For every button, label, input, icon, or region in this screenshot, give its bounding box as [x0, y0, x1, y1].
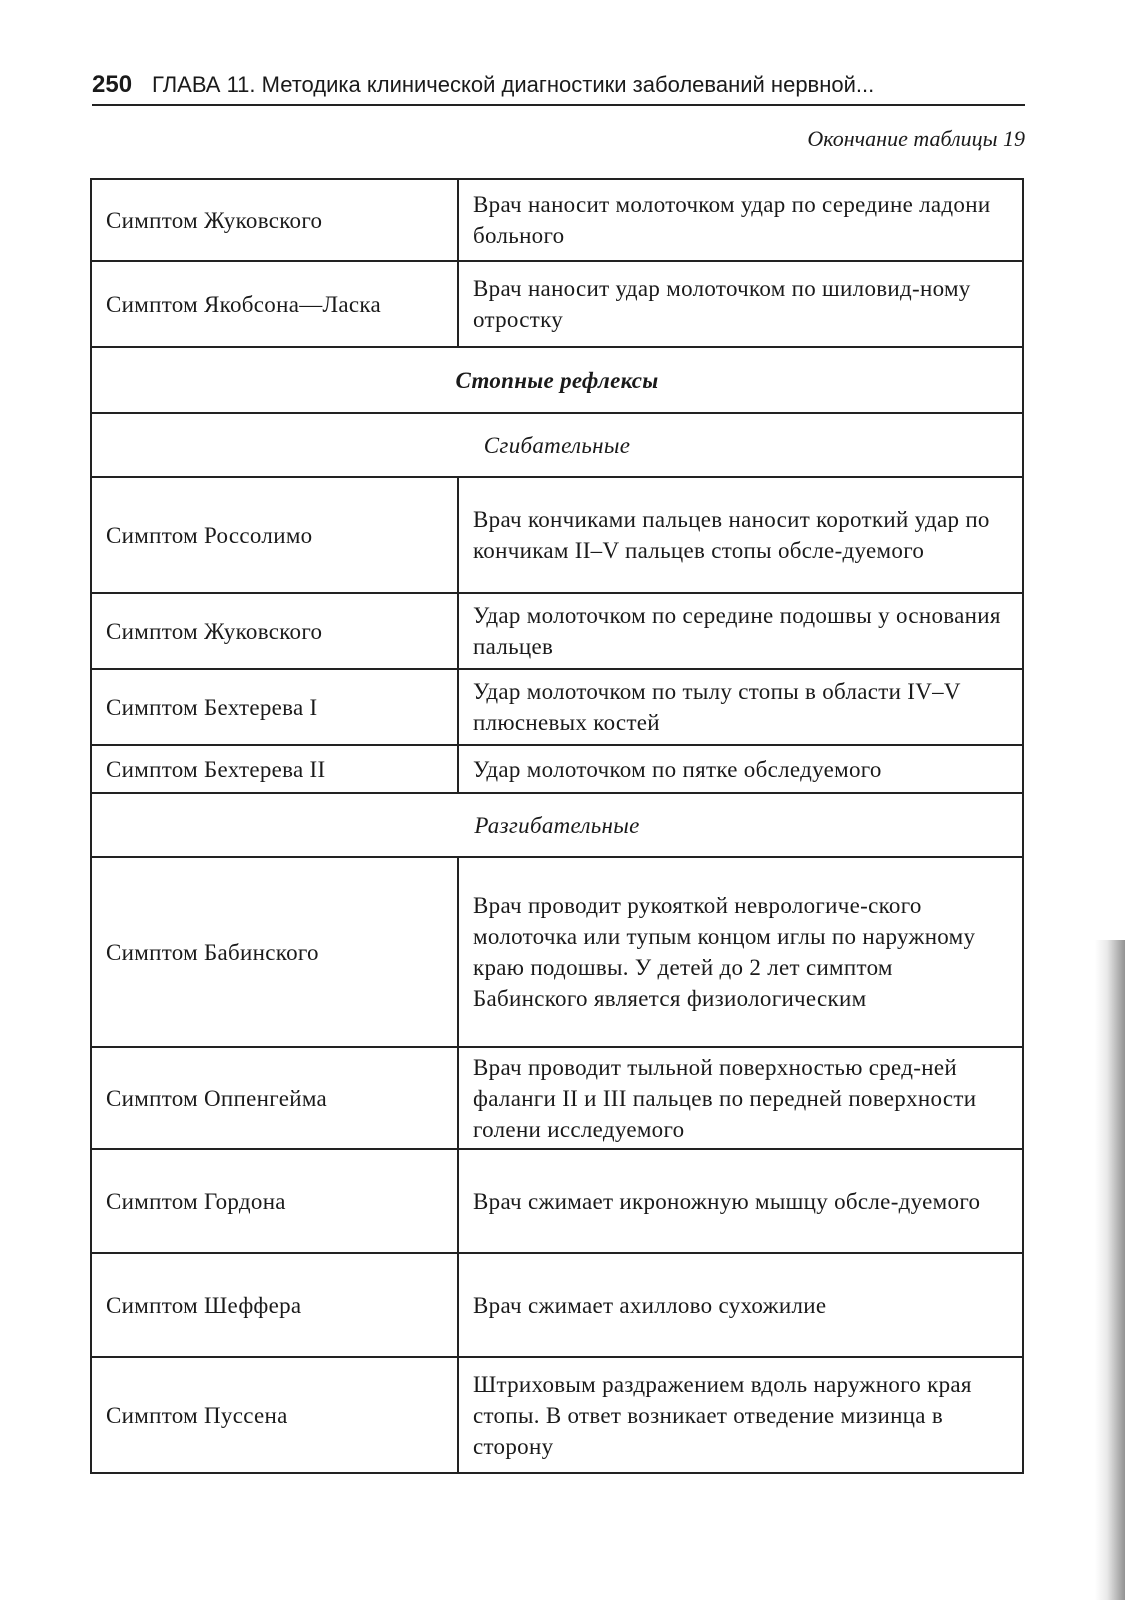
- table-row: [91, 1149, 1023, 1253]
- symptom-description: Врач проводит тыльной поверхностью сред-ней фаланги II и III пальцев по передней поверхности голени исследуемого: [458, 1047, 1023, 1149]
- symptom-name: Симптом Россолимо: [91, 477, 458, 593]
- symptom-description: Штриховым раздражением вдоль наружного края стопы. В ответ возникает отведение мизинца в сторону: [458, 1357, 1023, 1473]
- symptom-description: Врач наносит молоточком удар по середине ладони больного: [458, 179, 1023, 261]
- page-number: 250: [92, 71, 133, 98]
- subsection-row: [91, 413, 1023, 477]
- chapter-title: ГЛАВА 11. Методика клинической диагностики заболеваний нервной...: [152, 72, 875, 97]
- reflex-table: [90, 178, 1024, 1474]
- subsection-heading: Разгибательные: [91, 793, 1023, 857]
- symptom-name: Симптом Оппенгейма: [91, 1047, 458, 1149]
- symptom-name: Симптом Якобсона—Ласка: [91, 261, 458, 347]
- running-header: [92, 66, 1025, 106]
- symptom-description: Врач кончиками пальцев наносит короткий удар по кончикам II–V пальцев стопы обсле-дуемого: [458, 477, 1023, 593]
- section-row: [91, 347, 1023, 413]
- subsection-row: [91, 793, 1023, 857]
- table-row: [91, 1253, 1023, 1357]
- table-row: [91, 745, 1023, 793]
- symptom-name: Симптом Бехтерева I: [91, 669, 458, 745]
- section-heading: Стопные рефлексы: [91, 347, 1023, 413]
- symptom-name: Симптом Шеффера: [91, 1253, 458, 1357]
- table-row: [91, 261, 1023, 347]
- table-row: [91, 1357, 1023, 1473]
- symptom-name: Симптом Пуссена: [91, 1357, 458, 1473]
- scan-edge-shadow: [1095, 940, 1125, 1600]
- symptom-description: Врач сжимает икроножную мышцу обсле-дуемого: [458, 1149, 1023, 1253]
- symptom-name: Симптом Жуковского: [91, 179, 458, 261]
- table-row: [91, 593, 1023, 669]
- symptom-name: Симптом Бабинского: [91, 857, 458, 1047]
- symptom-description: Врач наносит удар молоточком по шиловид-ному отростку: [458, 261, 1023, 347]
- table-row: [91, 1047, 1023, 1149]
- symptom-description: Удар молоточком по пятке обследуемого: [458, 745, 1023, 793]
- symptom-description: Удар молоточком по середине подошвы у основания пальцев: [458, 593, 1023, 669]
- table-caption: Окончание таблицы 19: [807, 126, 1025, 151]
- table-row: [91, 857, 1023, 1047]
- symptom-description: Врач проводит рукояткой неврологиче-ского молоточка или тупым концом иглы по наружному краю подошвы. У детей до 2 лет симптом Бабинского является физиологическим: [458, 857, 1023, 1047]
- table-row: [91, 477, 1023, 593]
- table-row: [91, 669, 1023, 745]
- table-row: [91, 179, 1023, 261]
- symptom-description: Удар молоточком по тылу стопы в области IV–V плюсневых костей: [458, 669, 1023, 745]
- symptom-name: Симптом Гордона: [91, 1149, 458, 1253]
- symptom-name: Симптом Бехтерева II: [91, 745, 458, 793]
- symptom-description: Врач сжимает ахиллово сухожилие: [458, 1253, 1023, 1357]
- subsection-heading: Сгибательные: [91, 413, 1023, 477]
- symptom-name: Симптом Жуковского: [91, 593, 458, 669]
